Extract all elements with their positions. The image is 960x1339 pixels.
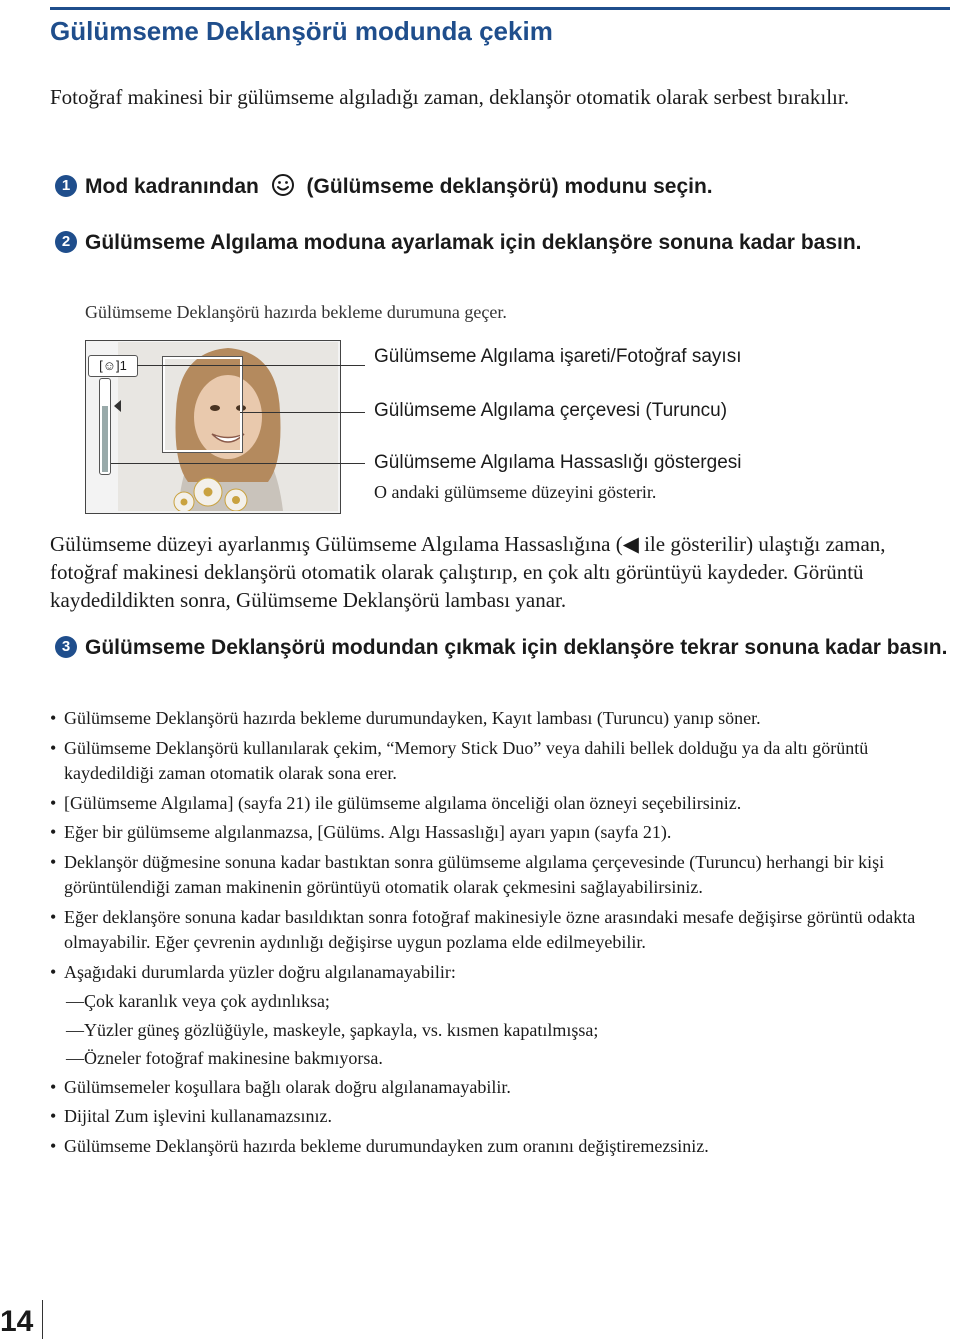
note-text: Gülümseme Deklanşörü kullanılarak çekim, “Memory Stick Duo” veya dahili bellek dolduğu ya da altı görüntü kaydedildiği zaman otomatik olarak sona erer. <box>64 737 869 783</box>
callout-sensitivity-sub: O andaki gülümseme düzeyini gösterir. <box>374 482 657 502</box>
callout-line-1 <box>137 365 365 366</box>
sensitivity-arrow-icon <box>114 400 121 412</box>
callout-line-2 <box>240 412 365 413</box>
bullet-mark: • <box>50 906 57 927</box>
sensitivity-meter <box>99 378 111 475</box>
dash-mark: — <box>66 1048 84 1068</box>
sensitivity-meter-fill <box>102 406 108 473</box>
note-text: Özneler fotoğraf makinesine bakmıyorsa. <box>84 1048 383 1068</box>
dash-item <box>50 1018 950 1044</box>
dash-mark: — <box>66 991 84 1011</box>
step-1-text-before: Mod kadranından <box>85 175 259 198</box>
bullet-item <box>50 706 950 732</box>
step-2-text: Gülümseme Algılama moduna ayarlamak için deklanşöre sonuna kadar basın. <box>85 231 862 254</box>
step-1-text-after: (Gülümseme deklanşörü) modunu seçin. <box>306 175 713 198</box>
step-2-note: Gülümseme Deklanşörü hazırda bekleme durumuna geçer. <box>85 302 507 322</box>
step-3 <box>55 633 950 663</box>
page-number: 14 <box>0 1305 34 1338</box>
bullet-mark: • <box>50 1106 57 1126</box>
step-number: 3 <box>55 636 77 658</box>
smile-indicator-badge <box>88 355 138 377</box>
bullet-mark: • <box>50 737 57 758</box>
step-3-text: Gülümseme Deklanşörü modundan çıkmak için deklanşöre tekrar sonuna kadar basın. <box>85 636 948 659</box>
note-text: Gülümseme Deklanşörü hazırda bekleme durumundayken zum oranını değiştiremezsiniz. <box>64 1135 709 1156</box>
smile-detection-frame <box>163 357 242 452</box>
bullet-mark: • <box>50 708 57 728</box>
bullet-item <box>50 905 950 956</box>
indicator-count: 1 <box>119 358 127 373</box>
note-text: Gülümseme Deklanşörü hazırda bekleme durumundayken, Kayıt lambası (Turuncu) yanıp söner. <box>64 708 761 728</box>
dash-item <box>50 989 950 1015</box>
note-text: Çok karanlık veya çok aydınlıksa; <box>84 991 330 1011</box>
bullet-item <box>50 791 950 817</box>
intro-text: Fotoğraf makinesi bir gülümseme algıladığı zaman, deklanşör otomatik olarak serbest bırakılır. <box>50 85 849 109</box>
step-number: 2 <box>55 231 77 253</box>
step-number: 1 <box>55 175 77 197</box>
bullet-item <box>50 960 950 986</box>
callout-line-3 <box>111 463 365 464</box>
dash-mark: — <box>66 1019 84 1040</box>
bullet-mark: • <box>50 961 57 982</box>
note-text: Aşağıdaki durumlarda yüzler doğru algılanamayabilir: <box>64 961 456 982</box>
note-text: Gülümsemeler koşullara bağlı olarak doğru algılanamayabilir. <box>64 1076 511 1097</box>
note-text: [Gülümseme Algılama] (sayfa 21) ile gülümseme algılama önceliği olan özneyi seçebilirsiniz. <box>64 792 742 813</box>
step-2 <box>55 228 950 258</box>
bullet-mark: • <box>50 1135 57 1156</box>
bullet-item <box>50 736 950 787</box>
dash-item <box>50 1046 950 1072</box>
note-text: Eğer deklanşöre sonuna kadar basıldıktan sonra fotoğraf makinesiyle özne arasındaki mesafe değişirse görüntü odakta olmayabilir. Eğer çevrenin aydınlığı değişirse uygun pozlama elde edilmeyebilir. <box>64 906 916 952</box>
page-title: Gülümseme Deklanşörü modunda çekim <box>50 16 553 46</box>
page-number-rule <box>42 1300 43 1339</box>
bullet-mark: • <box>50 822 57 842</box>
bullet-item <box>50 850 950 901</box>
callout-detection-frame: Gülümseme Algılama çerçevesi (Turuncu) <box>374 400 728 421</box>
bullet-mark: • <box>50 792 57 813</box>
smile-icon <box>271 173 295 206</box>
bullet-item <box>50 1104 950 1130</box>
notes-list <box>50 706 950 1163</box>
bullet-item <box>50 1075 950 1101</box>
bullet-mark: • <box>50 1076 57 1097</box>
note-text: Eğer bir gülümseme algılanmazsa, [Gülüms. Algı Hassaslığı] ayarı yapın (sayfa 21). <box>64 822 672 842</box>
bullet-mark: • <box>50 851 57 872</box>
description-paragraph: Gülümseme düzeyi ayarlanmış Gülümseme Algılama Hassaslığına (◀ ile gösterilir) ulaştığı zaman, fotoğraf makinesi deklanşörü otomatik olarak çalıştırıp, en çok altı görüntüyü kaydeder. Görüntü kaydedildikten sonra, Gülümseme Deklanşörü lambası yanar. <box>50 532 886 612</box>
bullet-item <box>50 1134 950 1160</box>
callout-smile-indicator: Gülümseme Algılama işareti/Fotoğraf sayısı <box>374 346 742 367</box>
step-1 <box>55 172 950 206</box>
note-text: Yüzler güneş gözlüğüyle, maskeyle, şapkayla, vs. kısmen kapatılmışsa; <box>84 1019 599 1040</box>
bracket-smile-icon: [☺] <box>99 358 120 373</box>
bullet-item <box>50 820 950 846</box>
note-text: Deklanşör düğmesine sonuna kadar bastıktan sonra gülümseme algılama çerçevesinde (Turuncu) herhangi bir kişi görüntülendiği zaman makinenin görüntüyü otomatik olarak çekmesini sağlayabilirsiniz. <box>64 851 885 897</box>
callout-sensitivity: Gülümseme Algılama Hassaslığı göstergesi <box>374 452 742 473</box>
note-text: Dijital Zum işlevini kullanamazsınız. <box>64 1106 332 1126</box>
top-rule <box>50 7 950 10</box>
